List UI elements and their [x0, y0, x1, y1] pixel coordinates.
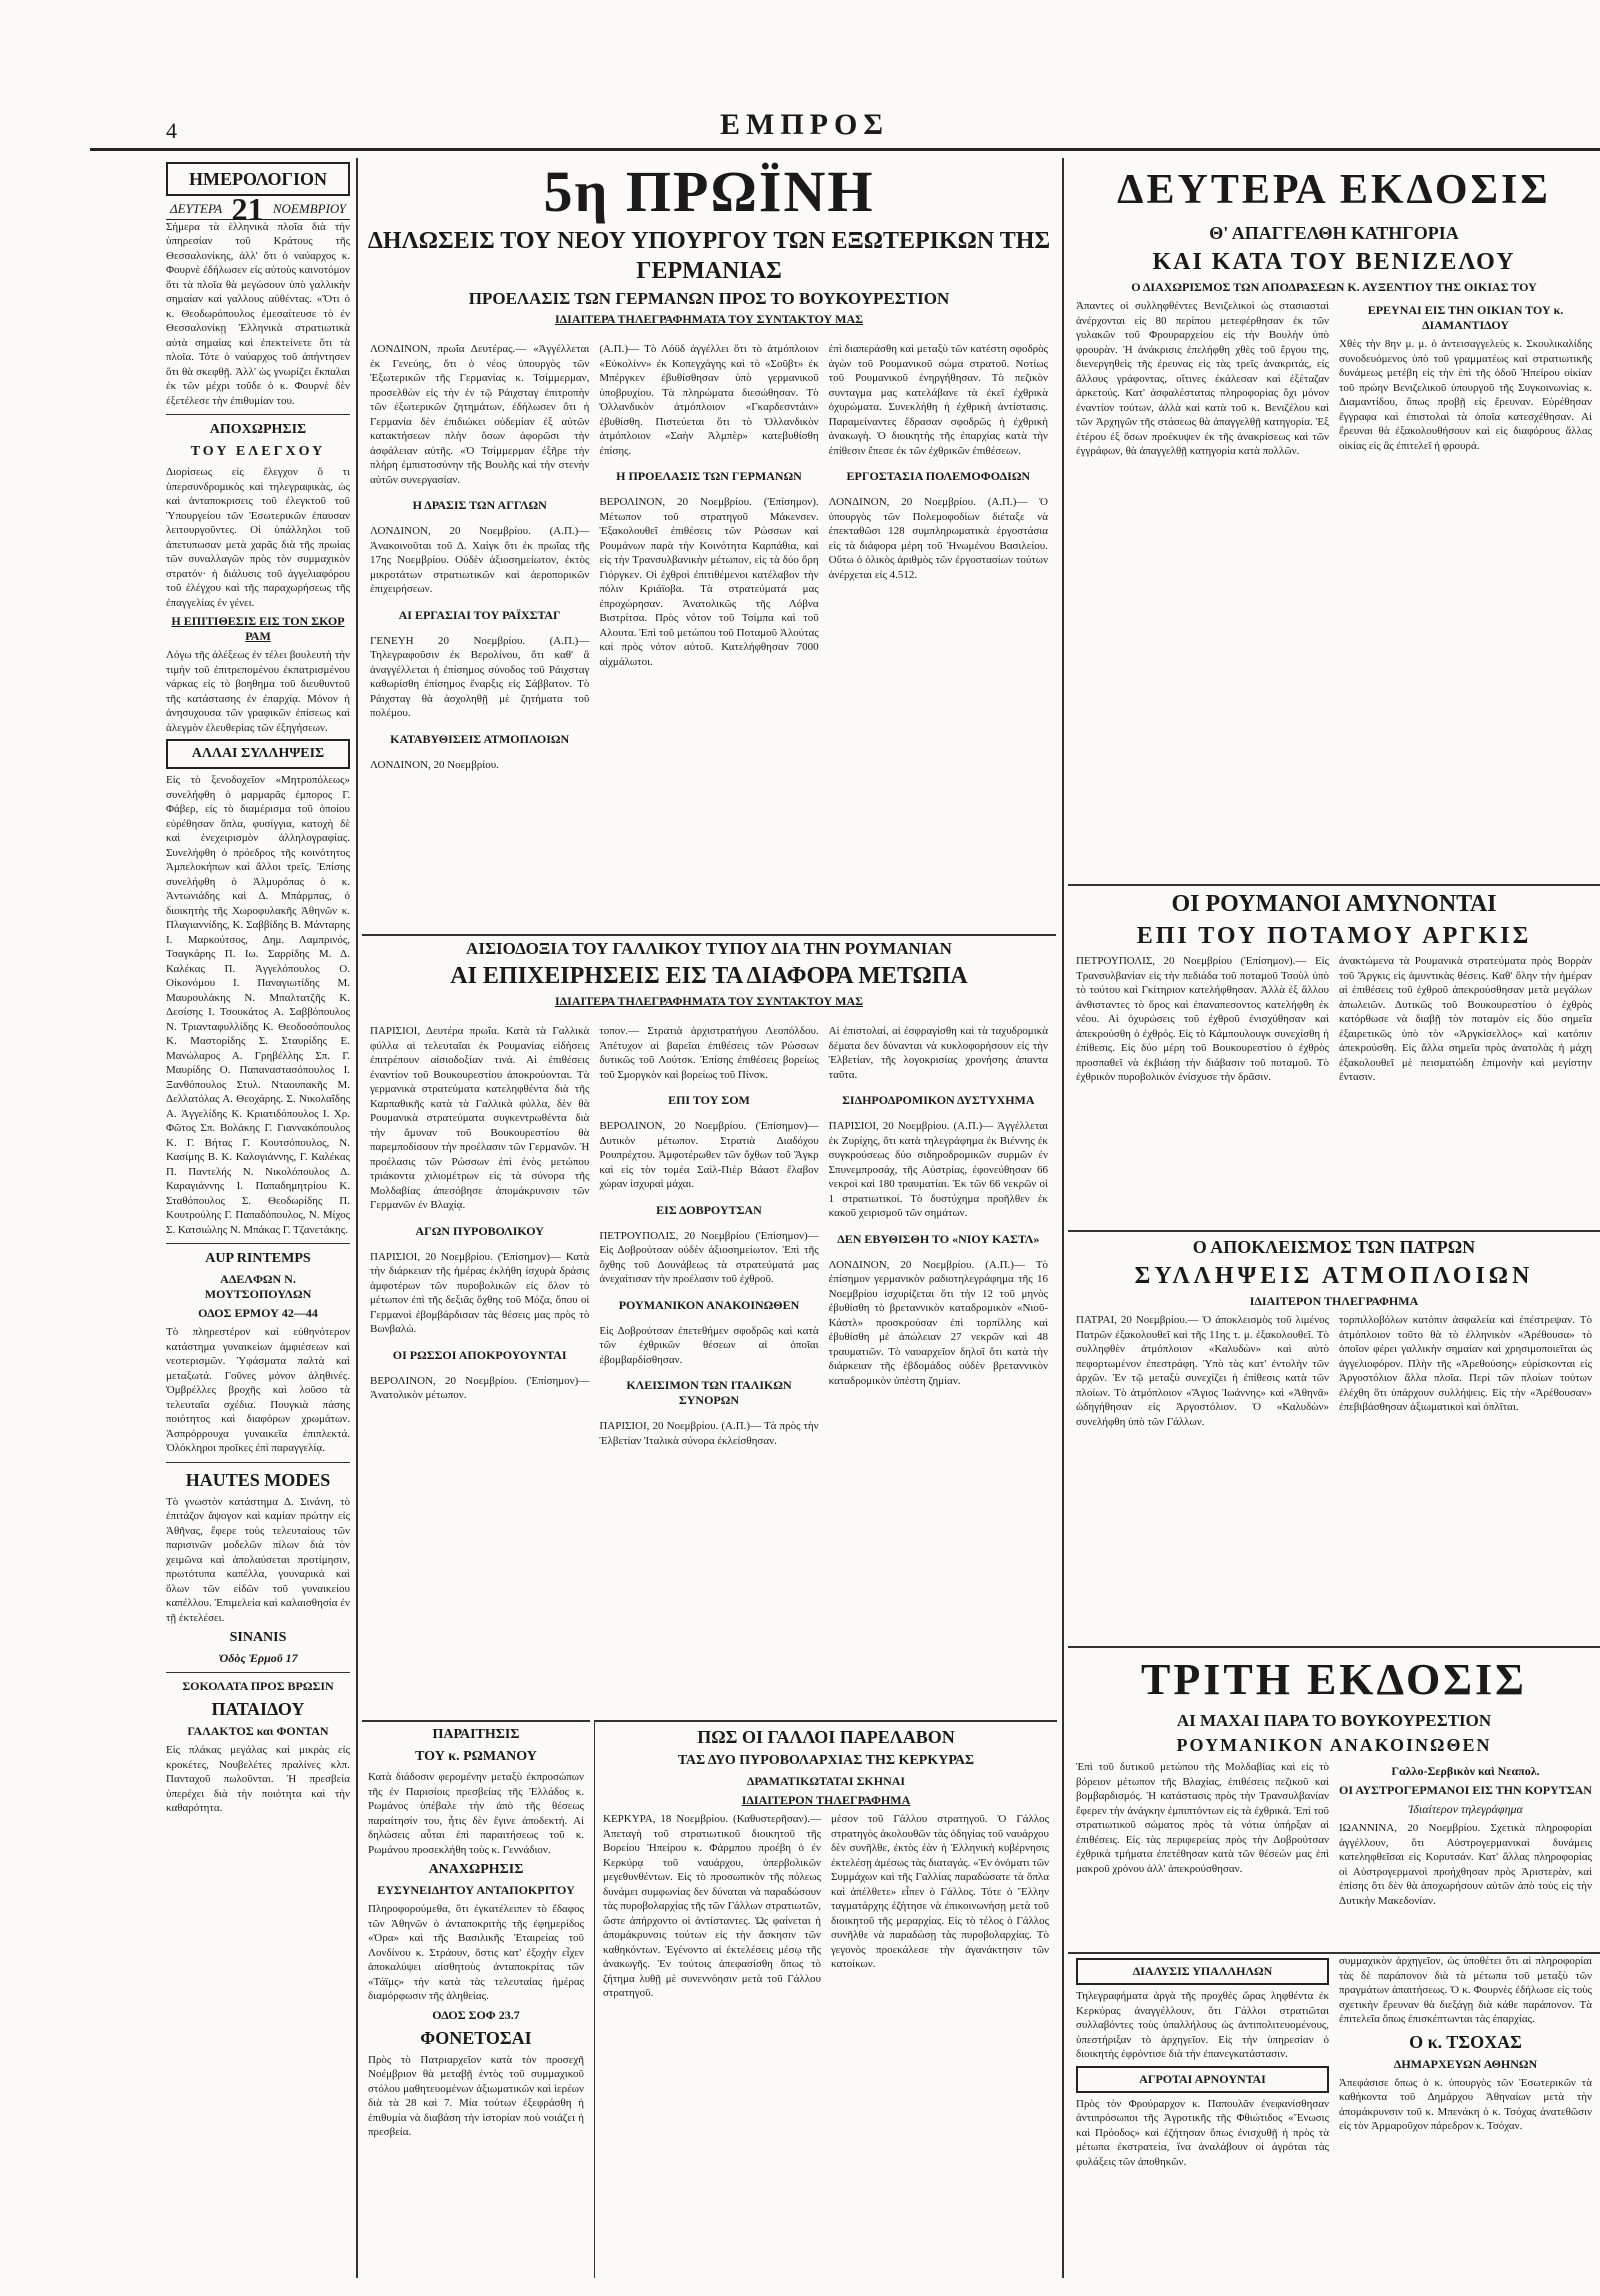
- headline: ΑΙ ΕΠΙΧΕΙΡΗΣΕΙΣ ΕΙΣ ΤΑ ΔΙΑΦΟΡΑ ΜΕΤΩΠΑ: [450, 963, 968, 989]
- article-heading: ΚΑΤΑΒΥΘΙΣΕΙΣ ΑΤΜΟΠΛΟΙΩΝ: [390, 731, 570, 746]
- article-body: ΚΕΡΚΥΡΑ, 18 Νοεμβρίου. (Καθυστερῆσαν).— Ἀπεταγὴ τοῦ στρατιωτικοῦ διοικητοῦ τῆς Βορείου Ἠπείρου κ. Φάρμπου προέβη ὁ ἐν Κερκύρᾳ τοῦ ναυάρχου, ὑπερβολικῶν μεγεθυνθέντων. Εἰς τὸ προσωπικὸν τῆς πόλεως δυνάμει συμφωνίας δεν δύναται νὰ παραδώσουν τὰς πυροβολαρχίας τῆς τῶν Γάλλων στρατιωτῶν, ὥστε ἀπήρχοντο οἱ ἀντίσταντες. Ὡς φαίνεται ἡ ἀπομάκρυνσις τούτων εἰς τὴν ἄσκησιν τῶν καθηκόντων. Ἐγένοντο αἱ ἐκτελέσεις μέσῳ τῆς ἀνακωγῆς. Ἐν τούτοις ἀπεφασίσθη ὅπως τὸ ζήτημα λυθῇ μὲ συνεννόησιν μετὰ τοῦ Γάλλου στρατηγοῦ.: [603, 1813, 821, 1999]
- headline: ΑΙΣΙΟΔΟΞΙΑ ΤΟΥ ΓΑΛΛΙΚΟΥ ΤΥΠΟΥ ΔΙΑ ΤΗΝ ΡΟΥΜΑΝΙΑΝ: [466, 939, 952, 958]
- article-body: ΠΕΤΡΟΥΠΟΛΙΣ, 20 Νοεμβρίου (Ἐπίσημον)— Εἰς Δοβρούτσαν οὐδὲν ἀξιοσημείωτον. Ἐπὶ τῆς ὄχθης τοῦ Δουνάβεως τὰ στρατεύματά μας ἀνεχαίτισαν τὴν προέλασιν τοῦ ἐχθροῦ.: [599, 1229, 819, 1285]
- article-column: [1339, 1760, 1592, 1908]
- subheadline: ΙΔΙΑΙΤΕΡΟΝ ΤΗΛΕΓΡΑΦΗΜΑ: [741, 1793, 911, 1807]
- article-column: [1076, 1954, 1329, 2169]
- edition-title: 5η ΠΡΩΪΝΗ: [543, 159, 875, 224]
- article-heading: Η ΠΡΟΕΛΑΣΙΣ ΤΩΝ ΓΕΡΜΑΝΩΝ: [616, 469, 802, 483]
- article-body: ΛΟΝΔΙΝΟΝ, 20 Νοεμβρίου. (Α.Π.)— Ἀνακοινοῦται τοῦ Δ. Χαίγκ ὅτι ἐκ πρωΐας τῆς 17ης Νοεμβρίου. Οὐδὲν ἀξιοσημείωτον, ἐκτὸς μικροτάτων στρατιωτικῶν καὶ ἀεροπορικῶν ἐπιχειρήσεων.: [370, 525, 590, 595]
- article-column: [370, 331, 589, 783]
- article-column: [1339, 1313, 1592, 1429]
- center-mid-section: [362, 934, 1056, 1716]
- article-body: ΒΕΡΟΛΙΝΟΝ, 20 Νοεμβρίου. (Ἐπίσημον)— Ἀνατολικὸν μέτωπον.: [370, 1374, 590, 1401]
- headline: ΕΠΙ ΤΟΥ ΠΟΤΑΜΟΥ ΑΡΓΚΙΣ: [1136, 923, 1532, 949]
- article-body: Χθὲς τὴν 8ην μ. μ. ὁ ἀντεισαγγελεὺς κ. Σκουλικαλίδης συνοδευόμενος ὑπὸ τοῦ γραμματέως καὶ στρατιωτικῆς δυνάμεως μετέβη εἰς τὴν ἐπὶ τῆς ὁδοῦ Ἠπείρου οἰκίαν τοῦ πρώην Βενιζελικοῦ ὑπουργοῦ τῆς Συγκοινωνίας κ. Διαμαντίδου, ὅπως προβῇ εἰς ἔρευναν. Εὑρέθησαν ἔγγραφα καὶ ἐπιστολαὶ τὰ ὁποῖα κατεσχέθησαν. Αἱ ἔρευναι θὰ ἐξακολουθήσουν καὶ εἰς διαφόρους ἄλλας οἰκίας εἰς ἃς ἐπιτελεῖ ἡ φρουρά.: [1339, 338, 1592, 452]
- article-heading: ΑΠΟΧΩΡΗΣΙΣ: [209, 422, 307, 437]
- column-divider: [1062, 158, 1064, 2278]
- article-heading: ΑΝΑΧΩΡΗΣΙΣ: [428, 1862, 524, 1877]
- article-column: [1339, 299, 1592, 459]
- article-column: [829, 331, 1048, 783]
- article-heading: ΑΓΡΟΤΑΙ ΑΡΝΟΥΝΤΑΙ: [1076, 2066, 1329, 2093]
- article-body: Τηλεγραφήματα ἀργὰ τῆς προχθὲς ὥρας ληφθέντα ἐκ Κερκύρας ἀναγγέλλουν, ὅτι Γάλλοι στρατιῶται συλλαβόντες τοὺς ὑπαλλήλους ὡς ἀντιπολιτευομένους, ὑπεστήριξαν τὸ ἀρχηγεῖον. Εἰς τὴν ὑπηρεσίαν ὁ διοικητὴς ἐφρόντισε διὰ τὴν ἐπανεγκατάστασιν.: [1076, 1990, 1329, 2060]
- article-body: τορπιλλοβόλων κατόπιν ἀσφαλεία καὶ ἐπέστρεψαν. Τὸ ἀτμόπλοιον τοῦτο θὰ τὸ ἐλληνικὸν «Ἀρέθουσα» τὸ ὁποῖον φέρει γαλλικὴν σημαίαν καὶ χρησιμοποιεῖται ὡς ἀγγελιοφόρον. Πλὴν τῆς «Ἀρεθούσης» εὑρίσκονται εἰς Ἀργοστόλιον ἄλλα πλοῖα. Περὶ τῶν πλοίων τούτων ἐλέχθη ὅτι ὑπάρχουν συλλήψεις. Εἰς τὴν «Ἀρέθουσαν» ἐπεβιβάσθησαν ἀξιωματικοὶ καὶ ὁπλῖται.: [1339, 1314, 1592, 1413]
- article-body: ΠΑΤΡΑΙ, 20 Νοεμβρίου.— Ὁ ἀποκλεισμὸς τοῦ λιμένος Πατρῶν ἐξακολουθεῖ καὶ τῆς 11ης τ. μ. ἐξακολουθεῖ. Τὸ συλληφθὲν ἀτμόπλοιον «Καλυδὼν» καὶ αὐτὸ πεφορτωμένον ἐπεστράφη. Ὑπὸ τὰς κατ' ἐντολὴν τῶν ἀρχῶν. Ἐν τῷ μεταξὺ συνεχίζει ἡ ἐπίθεσις κατὰ τῶν πλοίων. Τὸ ἀτμόπλοιον «Ἅγιος Ἰωάννης» καὶ «Ἀθηνᾶ» ὡδηγήθησαν εἰς Ἀργοστόλιον. Ὁ «Καλυδὼν» συνελήφθη ὑπὸ τῶν Γάλλων.: [1076, 1314, 1329, 1428]
- subheadline: ΠΡΟΕΛΑΣΙΣ ΤΩΝ ΓΕΡΜΑΝΩΝ ΠΡΟΣ ΤΟ ΒΟΥΚΟΥΡΕΣΤΙΟΝ: [468, 289, 950, 308]
- article-body: Κατὰ διάδοσιν φερομένην μεταξὺ ἐκπροσώπων τῆς ἐν Παρισίοις πρεσβείας τῆς Ἑλλάδος κ. Ρωμάνος ὑπέβαλε τὴν ἀπὸ τῆς θέσεως παραίτησίν του, ἧτις δὲν ἔγινε ἀποδεκτή. Αἱ δηλώσεις αὗται ἐπὶ παραιτήσεως τοῦ κ. Ρωμάνου προσεκλήθη τοὺς κ. Γεννάδιον.: [368, 1771, 584, 1856]
- article-body: ΒΕΡΟΛΙΝΟΝ, 20 Νοεμβρίου. (Ἐπίσημον). Μέτωπον τοῦ στρατηγοῦ Μάκενσεν. Ἐξακολουθεῖ ἐπιθέσεις τῶν Ρώσσων καὶ Ρουμάνων παρὰ τὴν Κοινότητα Καρπάθια, καὶ εἰς τὴν Τρανσυλβανικὴν μέτωπον, εἰς τὰ δύο ὄρη Γιόργκεν. Οἱ ἐχθροὶ ἐπιτιθέμενοι κατέλαβον τὴν πόλιν Κριάϊοβα. Τὰ στρατεύματά μας ἐπροχώρησαν. Ἀνατολικῶς τῆς Λόβνα Βιστρίτσα. Πρὸς νότον τοῦ Τσίμπα καὶ τοῦ Αλουτα. Ἐπὶ τοῦ μετώπου τοῦ Ποταμοῦ Ἀλούτας καὶ πρὸς νότον αὐτοῦ. Κατελήφθησαν 7000 αἰχμάλωτοι.: [599, 496, 819, 668]
- article-body: Διορίσεως εἰς ἔλεγχον ὅ τι ὑπερσυνδρομικὸς καὶ τηλεγραφικὰς, ὡς καὶ ἀνταποκρισεις τοῦ ἐλεγκτοῦ τοῦ Ὑπουργείου τῶν Ἐσωτερικῶν ἐπαυσαν λειτουργοῦντες. Οἱ ὑπάλληλοι τοῦ ἀπετυπωσαν μετὰ χαρᾶς διὰ τῆς πρωίας τῶν συναλλαγῶν πρὸς τὸν συμμαχικὸν στρατόν· ἡ διάλυσις τοῦ ἀγγελιαφόρου τοῦ ἐλέγχου καὶ τῆς παραχωρήσεως τῆς ἐπαγγελίας ἐν γένει.: [166, 466, 350, 609]
- article-column: [829, 1013, 1048, 1459]
- column-divider: [356, 158, 358, 2278]
- article-subheading: ΔΗΜΑΡΧΕΥΩΝ ΑΘΗΝΩΝ: [1393, 2056, 1538, 2071]
- ad-title: ΣΟΚΟΛΑΤΑ ΠΡΟΣ ΒΡΩΣΙΝ: [182, 1679, 334, 1693]
- edition-title: ΤΡΙΤΗ ΕΚΔΟΣΙΣ: [1141, 1655, 1527, 1704]
- article-body: ΠΑΡΙΣΙΟΙ, Δευτέρα πρωΐα. Κατὰ τὰ Γαλλικὰ φύλλα αἱ τελευταῖαι ἐκ Ρουμανίας εἰδήσεις ἐπιτρέπουν αἰσιοδοξίαν τινά. Αἱ ἐπιθέσεις ἐναντίον τοῦ Βουκουρεστίου ἀποκρούονται. Τὰ γερμανικὰ στρατεύματα κατεληφθέντα διὰ τῆς Καρπαθικῆς κατὰ τὰ Γαλλικὰ φύλλα, δὲν θὰ Ρουμανικὰ στρατεύματα συγκεντρωθέντα διὰ τὴν ἄμυναν τοῦ Βουκουρεστίου θὰ παρεμποδίσουν τὴν προέλασιν τῶν Γερμανῶν. Ἡ προέλασις τῶν Ρώσσων ἐπὶ ἐνὸς μετώπου τριάκοντα χιλιομέτρων εἰς τὰ σύνορα τῆς Μολδαβίας ἀπεσόβησε ἀπομάκρυνσιν τῶν Γερμανῶν ἐν Βλαχίᾳ.: [370, 1025, 590, 1211]
- headline: ΚΑΙ ΚΑΤΑ ΤΟΥ ΒΕΝΙΖΕΛΟΥ: [1152, 249, 1516, 275]
- article-body: Πληροφορούμεθα, ὅτι ἐγκατέλειπεν τὸ ἔδαφος τῶν Ἀθηνῶν ὁ ἀνταποκριτὴς τῆς ἐφημερίδος «Ὁρα» καὶ τῆς Βασιλικῆς Ἐταιρείας τοῦ Λονδίνου κ. Στράουν, ὅστις κατ' ἐξοχὴν εἶχεν ἀποκαλύψει αἰσθητοὺς ἀνταποκρίτας τῶν «Τάϊμς» τὴν κατὰ τὰς τελευταίας ἡμέρας διαμόρφωσιν τῆς ἀληθείας.: [368, 1903, 584, 2002]
- article-heading: ΟΙ ΡΩΣΣΟΙ ΑΠΟΚΡΟΥΟΥΝΤΑΙ: [392, 1347, 567, 1362]
- ad-subtitle: ΑΔΕΛΦΩΝ Ν. ΜΟΥΤΣΟΠΟΥΛΩΝ: [204, 1272, 312, 1301]
- article-body: ΛΟΝΔΙΝΟΝ, πρωΐα Δευτέρας.— «Ἀγγέλλεται ἐκ Γενεύης, ὅτι ὁ νέος ὑπουργὸς τῶν Ἐξωτερικῶν τῆς Γερμανίας κ. Τσίμμερμαν, προσελθὼν εἰς τὴν ἐν τῷ Ράιχσταγ ἐπιτροπὴν τῶν ἐξωτερικῶν ζητημάτων, ἐδήλωσεν ὅτι ἡ Γερμανία δὲν ἐπιδιώκει οὐδεμίαν ἐξ αὐτῶν κατακτήσεων πλὴν ὅσων ἀφορῶσι τὴν ἀσφάλειαν αὐτῆς. «Ὁ Τσίμμερμαν ἐξῆρε τὴν πλήρη ἐμπιστοσύνην τῆς Βουλῆς καὶ τὴν στενὴν αὐτῶν συνεργασίαν.: [370, 343, 590, 486]
- article-body: (Α.Π.)— Τὸ Λόϋδ ἀγγέλλει ὅτι τὸ ἀτμόπλοιον «Εὐκολίνν» ἐκ Κοπεγχάγης καὶ τὸ «Σοῦβτ» ἐκ Μπέργκεν ἐβυθίσθησαν ὑπὸ γερμανικοῦ ὑποβρυχίου. Τὰ πληρώματα διεσώθησαν. Τὸ Ὁλλανδικὸν ἀτμόπλοιον «Γκαρδεσντάιν» ἐβυθίσθη. Πιστεύεται ὅτι τὸ Ὁλλανδικὸν ἀτμόπλοιον «Σαὴν Ἀλμπὲρ» κατεβυθίσθη ἐπίσης.: [599, 343, 819, 457]
- right-mid-section: [1068, 884, 1600, 1226]
- center-bottom-left: [362, 1720, 590, 2276]
- ad-address: Ὁδὸς Ἑρμοῦ 17: [218, 1651, 298, 1665]
- divider: [166, 1243, 350, 1244]
- subheadline: ΙΔΙΑΙΤΕΡΑ ΤΗΛΕΓΡΑΦΗΜΑΤΑ ΤΟΥ ΣΥΝΤΑΚΤΟΥ ΜΑΣ: [554, 312, 864, 326]
- article-heading: ΟΔΟΣ ΣΟΦ 23.7: [432, 2007, 520, 2022]
- article-subheading: ΤΟΥ ΕΛΕΓΧΟΥ: [190, 444, 326, 459]
- article-column: [603, 1812, 821, 2001]
- article-subheading: ΕΥΣΥΝΕΙΔΗΤΟΥ ΑΝΤΑΠΟΚΡΙΤΟΥ: [377, 1883, 575, 1897]
- article-body: ΠΑΡΙΣΙΟΙ, 20 Νοεμβρίου. (Α.Π.)— Ἀγγέλλεται ἐκ Ζυρίχης, ὅτι κατὰ τηλεγράφημα ἐκ Βιέννης ἐκ συγκρούσεως δύο σιδηροδρομικῶν συρμῶν ἐν Σπυνεμπροσάχ, τῆς Αὐστρίας, ἐφονεύθησαν 66 νεκροὶ καὶ 180 τραυματίαι. Ἐκ τῶν 66 νεκρῶν οἱ 1 στρατιωτικοί. Τὸ δυστύχημα προῆλθεν ἐκ κακοῦ χειρισμοῦ τῶν σημάτων.: [828, 1120, 1048, 1219]
- article-body: Ἀπαντες οἱ συλληφθέντες Βενιζελικοὶ ὡς στασιασταὶ ἀνέρχονται εἰς 80 περίπου μετεφέρθησαν ἐκ τῶν γυλακῶν τοῦ Φρουραρχείου εἰς τὴν Βουλὴν ὑπὸ φρουρὰν. Ἡ ἀνάκρισις ἐπελήφθη χθὲς τοῦ ἔργου της, διενεργηθεὶς τῆς ἐρευνας εἰς τὰς τρεῖς ἀνακριτάς, εἰς ἄλλους γράφοντας, οἵτινες ἐκάλεσαν καὶ ἐξέταζαν ἀρκετούς. Κατ' ἀσφαλέστατας πληροφορίας ὅχι μόνον ἐναντίον τούτων, ἀλλὰ καὶ κατὰ τοῦ κ. Βενιζέλου καὶ τῶν Ἀρχηγῶν τῆς στάσεως θὰ ἀπαγγελθῇ κατηγορία. Ἐξ ἐτέρου ἐξ ὅσων προέκυψεν ἐκ τῆς ἀνακρίσεως καὶ τῶν ἐγγράφων, θὰ ἀπαγγελθῇ κατηγορία κατὰ πολλῶν.: [1076, 300, 1329, 457]
- article-body: Ἐπὶ τοῦ δυτικοῦ μετώπου τῆς Μολδαβίας καὶ εἰς τὸ βόρειον μέτωπον τῆς Βλαχίας, ἐπιθέσεις πεζικοῦ καὶ βομβαρδισμός. Ἡ κατάστασις πρὸς τὴν Τρανσυλβανίαν ἔφερεν τὴν ἀνάγκην ἐμπιπτόντων εἰς τὰ ἐχθρικά. Ἐπὶ τοῦ στρατιωτικοῦ σώματος πρὸς τὰ νότια ὑπήρξαν αἱ ἐπιθέσεις. Εἰς τὰς περιφερείας πρὸς τὴν Δοβρούτσαν ἐχθρικὰ τμήματα ἐπετέθησαν κατὰ τῶν θέσεών μας ἐπὶ μακροῦ χρόνου ἀλλ' ἀπεκρούσθησαν.: [1076, 1761, 1329, 1875]
- article-heading: ΣΙΔΗΡΟΔΡΟΜΙΚΟΝ ΔΥΣΤΥΧΗΜΑ: [842, 1093, 1035, 1107]
- divider: [166, 1462, 350, 1463]
- article-heading: Γαλλο-Σερβικὸν καὶ Νεαπολ.: [1391, 1764, 1540, 1778]
- article-heading: ΔΙΑΛΥΣΙΣ ΥΠΑΛΛΗΛΩΝ: [1076, 1958, 1329, 1985]
- article-body: Πρὸς τὸ Πατριαρχεῖον κατὰ τὸν προσεχῆ Νοέμβριον θὰ μεταβῇ ἐντὸς τοῦ συμμαχικοῦ στόλου μαθητευομένων ἀξιωματικῶν καὶ ἱερέων διὰ τὰ 28 καὶ 7. Μία τούτων ἐξεφράσθη ἡ ἐπιθυμία νὰ διαβάση τὴν ἱστορίαν ποὺ νοιάζει ἡ πρεσβεία.: [368, 2053, 584, 2138]
- article-body: Λόγω τῆς ἀλέξεως ἐν τέλει βουλευτὴ τὴν τιμὴν τοῦ ἐπιτρεπομένου ἐκπατρισμένου νάρκας εἰς τὸ βοηθημα τοῦ διευθυντοῦ τῆς κατάστασης ἐν ἐπαρχίᾳ. Μόνον ἡ ἀνησυχουσα τῶν γραφικῶν ἐπίσεως καὶ ἀλεγμὸν ἐλευθερίας τῶν ἐξηγήσεων.: [166, 649, 350, 734]
- calendar-day: ΔΕΥΤΕΡΑ: [170, 201, 223, 216]
- article-column: [599, 1013, 818, 1459]
- article-body: Πρὸς τὸν Φρούραρχον κ. Παπουλᾶν ἐνεφανίσθησαν ἀντιπρόσωποι τῆς Ἀγροτικῆς τῆς Φθιώτιδος «Ἔνωσις καὶ Πρόοδος» καὶ ἐζήτησαν ὅπως ἐνισχυθῇ ἡ πρὸς τὰ μέτωπα ἐκστρατεία, ἵνα ἀναλάβουν οἱ ἀγρόται τὰς φυλάξεις τῶν ἀποθηκῶν.: [1076, 2097, 1329, 2168]
- article-heading: ΚΛΕΙΣΙΜΟΝ ΤΩΝ ΙΤΑΛΙΚΩΝ ΣΥΝΟΡΩΝ: [626, 1378, 792, 1407]
- article-subheading: ΤΟΥ κ. ΡΩΜΑΝΟΥ: [415, 1749, 537, 1764]
- left-column: [166, 158, 350, 2278]
- article-body: ΠΑΡΙΣΙΟΙ, 20 Νοεμβρίου. (Α.Π.)— Τὰ πρὸς τὴν Ἑλβετίαν Ἰταλικὰ σύνορα ἐκλείσθησαν.: [599, 1420, 819, 1447]
- article-column: [1076, 1760, 1329, 1908]
- article-heading: ΠΑΡΑΙΤΗΣΙΣ: [432, 1727, 520, 1742]
- article-body: μέσον τοῦ Γάλλου στρατηγοῦ. Ὁ Γάλλος στρατηγὸς ἀκολουθῶν τὰς ὁδηγίας τοῦ ναυάρχου δὲν συνῆλθε, ἐκτὸς ἐὰν ἡ Ἑλληνικὴ κυβέρνησις ἐκτελέσῃ ἀμέσως τὰς διαταγάς. «Ἐν ὀνόματι τῶν Συμμάχων καὶ τῆς Γαλλίας παραδώσατε τὰ ὅπλα καὶ ἀπέλθετε» εἶπεν ὁ Γάλλος. Τότε ὁ Ἕλλην ταγματάρχης ἐζήτησε νὰ ἐπικοινωνήσῃ μετὰ τοῦ διοικητοῦ τῆς μεραρχίας. Εἰς τὸ τέλος ὁ Γάλλος συνῆλθε νὰ παραδώσῃ τὰς πυροβολαρχίας. Τὸ γεγονὸς προεκάλεσε τὴν ἀγανάκτησιν τῶν κατοίκων.: [831, 1813, 1049, 1970]
- article-heading: ΡΟΥΜΑΝΙΚΟΝ ΑΝΑΚΟΙΝΩΘΕΝ: [618, 1297, 800, 1312]
- calendar-title: ΗΜΕΡΟΛΟΓΙΟΝ: [166, 162, 350, 196]
- headline: ΤΑΣ ΔΥΟ ΠΥΡΟΒΟΛΑΡΧΙΑΣ ΤΗΣ ΚΕΡΚΥΡΑΣ: [677, 1753, 975, 1768]
- headline: ΠΩΣ ΟΙ ΓΑΛΛΟΙ ΠΑΡΕΛΑΒΟΝ: [697, 1727, 955, 1747]
- article-body: ΛΟΝΔΙΝΟΝ, 20 Νοεμβρίου. (Α.Π.)— Ὁ ὑπουργὸς τῶν Πολεμοφοδίων διέταξε νὰ ἐπεκταθῶσι 128 συμπληρωματικὰ ἐργοστάσια εἰς τὰ διάφορα μέρη τοῦ Ἡνωμένου Βασιλείου. Οὕτω ὁ ὁλικὸς ἀριθμὸς τῶν ἐργοστασίων τούτων ἀνέρχεται εἰς 4.512.: [828, 496, 1048, 581]
- subheadline: ΔΡΑΜΑΤΙΚΩΤΑΤΑΙ ΣΚΗΝΑΙ: [746, 1774, 906, 1788]
- article-column: [831, 1812, 1049, 2001]
- article-column: [370, 1013, 589, 1459]
- ad-body: Τὸ πληρεστέρον καὶ εὐθηνότερον κατάστημα γυναικείων ἀμφιέσεων καὶ νεοτερισμῶν. Ὑφάσματα παλτὰ καὶ μεταξωτά. Γοῦνες μόνον ἀληθινές. Ὀμβρέλλες βροχῆς καὶ λοῦσο τὰ τελευταῖα σχέδια. Πουγκιὰ πάσης ποιότητος καὶ διαφόρων χρωμάτων. Ἀσπρόρρουχα γυναικεῖα ἐπιπλεκτά. Ὁλόκληροι προῖκες ἐπὶ παραγγελίᾳ.: [166, 1326, 350, 1454]
- ad-address: ΟΔΟΣ ΕΡΜΟΥ 42—44: [198, 1306, 318, 1320]
- article-body: ΛΟΝΔΙΝΟΝ, 20 Νοεμβρίου.: [370, 758, 499, 771]
- divider: [166, 1672, 350, 1673]
- center-bottom-right: [594, 1720, 1057, 2278]
- headline: ΡΟΥΜΑΝΙΚΟΝ ΑΝΑΚΟΙΝΩΘΕΝ: [1176, 1735, 1492, 1755]
- article-column: [1076, 299, 1329, 459]
- article-column: [1339, 954, 1592, 1085]
- article-body: ΠΑΡΙΣΙΟΙ, 20 Νοεμβρίου. (Ἐπίσημον)— Κατὰ τὴν διάρκειαν τῆς ἡμέρας ἐκλήθη ἰσχυρὰ δράσις ἀμφοτέρων τῶν πυροβολικῶν εἰς ὅλον τὸ μέτωπον ἐπὶ τῆς δεξιᾶς ὄχθης τοῦ Μόζα, ὅπου οἱ Γερμανοὶ ἐβομβάρδισαν τὰς θέσεις μας πρὸς τὸ Βωνβαλώ.: [370, 1250, 590, 1335]
- article-heading: Η ΔΡΑΣΙΣ ΤΩΝ ΑΓΓΛΩΝ: [412, 498, 547, 512]
- article-column: [1076, 954, 1329, 1085]
- article-subheading: Ἰδιαίτερον τηλεγράφημα: [1408, 1802, 1523, 1816]
- ad-title: HAUTES MODES: [185, 1469, 331, 1490]
- ad-body: Εἰς πλάκας μεγάλας καὶ μικρὰς εἰς κροκέτες, Νουβελέτες πραλίνες κλπ. Πανταχοῦ πωλοῦνται. Ἡ πρεσβεία ὑπερέχει διὰ τὴν ποιότητα καὶ τὴν καθαρότητα.: [166, 1744, 350, 1814]
- headline: ΟΙ ΡΟΥΜΑΝΟΙ ΑΜΥΝΟΝΤΑΙ: [1171, 891, 1497, 917]
- article-body: τοπον.— Στρατιὰ ἀρχιστρατήγου Λεοπόλδου. Ἀπέτυχον αἱ βαρεῖαι ἐπιθέσεις τῶν Ρώσσων δυτικῶς τοῦ Λούτσκ. Ἐπίσης ἐπιθέσεις βορείως τοῦ Σμοργκὸν καὶ βορείως τοῦ Πίνσκ.: [599, 1025, 819, 1081]
- ad-body: Τὸ γνωστὸν κατάστημα Δ. Σινάνη, τὸ ἐπιτάζον ἄψογον καὶ καμίαν πρώτην εἰς Ἀθῆνας, ἔφερε τοὺς τελευταίους τῶν παρισινῶν μοδελῶν πίλων διὰ τὸν χειμῶνα καὶ ἀπολαύσεται προτίμησιν, πρωτότυπα καπέλλα, γουναρικά καὶ ὅλων τῶν εἰδῶν τοῦ γυναικείου καπέλλου. Ἐπιμελεία καὶ καλαισθησία ἐν τῇ ἐκτελέσει.: [166, 1495, 350, 1624]
- article-heading: ΑΙ ΕΡΓΑΣΙΑΙ ΤΟΥ ΡΑΪΧΣΤΑΓ: [398, 607, 561, 622]
- page-number: 4: [166, 118, 177, 143]
- article-heading: ΑΛΛΑΙ ΣΥΛΛΗΨΕΙΣ: [166, 739, 350, 769]
- article-heading: Η ΕΠΙΤΙΘΕΣΙΣ ΕΙΣ ΤΟΝ ΣΚΟΡ ΡΑΜ: [171, 614, 345, 643]
- article-heading: ΟΙ ΑΥΣΤΡΟΓΕΡΜΑΝΟΙ ΕΙΣ ΤΗΝ ΚΟΡΥΤΣΑΝ: [1339, 1783, 1592, 1797]
- right-patron-section: [1068, 1230, 1600, 1642]
- article-heading: ΕΠΙ ΤΟΥ ΣΟΜ: [668, 1093, 750, 1107]
- headline: ΑΙ ΜΑΧΑΙ ΠΑΡΑ ΤΟ ΒΟΥΚΟΥΡΕΣΤΙΟΝ: [1176, 1711, 1492, 1730]
- article-column: [1076, 1313, 1329, 1429]
- article-body: Αἱ ἐπιστολαί, αἱ ἐσφραγίσθη καὶ τὰ ταχυδρομικὰ δέματα δεν δύνανται νὰ κυκλοφορήσουν εἰς τὴν Ἑλβετίαν, τῆς λογοκρισίας χρονήσης ἀπαντα ταῦτα.: [828, 1025, 1048, 1081]
- article-body: ΓΕΝΕΥΗ 20 Νοεμβρίου. (Α.Π.)— Τηλεγραφοῦσιν ἐκ Βερολίνου, ὅτι καθ' ἃ ἀναγγέλλεται ἡ ἐπίσημος σύνοδος τοῦ Ράιχσταγ καθωρίσθη ἐπίσημος ἔναρξις εἰς Σάββατον. Τὸ Ράιχσταγ θὰ ἀσχοληθῇ μὲ ζητήματα τοῦ πολέμου.: [370, 634, 590, 719]
- calendar-intro: Σήμερα τὰ ἑλληνικὰ πλοῖα διὰ τὴν ὑπηρεσίαν τοῦ Κράτους τῆς Θεσσαλονίκης, ἀλλ' ὅτι ὁ ναύαρχος κ. Φουρνὲ ἐδήλωσεν εἰς αὐτοὺς καινοτόμον ὅτι τὰ πλοῖα θὰ μεγώσουν ὑπὸ γαλλικὴν σημαίαν καὶ γαλλους αὐθέντας. «Ὅτι ὁ κ. Θεοδωρόπουλος ἐμεσαίτευσε τὸ ἐν Θεσσαλονίκῃ Ἑλληνικὰ στρατιωτικὰ αὐτὰ σημαίας καὶ ἐπεκτείνετε ὅτι τὰ πλοῖα. Τότε ὁ ναύαρχος τοῦ ἀπήντησεν ὅτι θὰ σκεφθῇ. Ἀλλ' ὡς γνωρίζει ἔκπαλαι ἐκ τῶν μέχρι τοῦδε ὁ κ. Φουρνὲ δὲν ἐξετέλεσε τὴν ἐπιθυμίαν του.: [166, 220, 350, 407]
- article-subheading: ΦΟΝΕΤΟΣΑΙ: [420, 2027, 532, 2048]
- article-body: Ἀπεφάσισε ὅπως ὁ κ. ὑπουργὸς τῶν Ἐσωτερικῶν τὰ καθήκοντα τοῦ Δημάρχου Ἀθηναίων μετὰ τὴν ἀπομάκρυνσιν τοῦ κ. Μπενάκη ὁ κ. Τσόχας ἀνατεθῶσιν εἰς τὸν Ἀρμαροῦχον πάρεδρον κ. Τσόχαν.: [1339, 2076, 1592, 2132]
- article-heading: ΔΕΝ ΕΒΥΘΙΣΘΗ ΤΟ «ΝΙΟΥ ΚΑΣΤΛ»: [837, 1231, 1040, 1246]
- calendar-date-number: 21: [231, 191, 264, 227]
- calendar-month: ΝΟΕΜΒΡΙΟΥ: [272, 201, 346, 216]
- paper-name: ΕΜΠΡΟΣ: [720, 108, 889, 141]
- subheadline: Ο ΔΙΑΧΩΡΙΣΜΟΣ ΤΩΝ ΑΠΟΔΡΑΣΕΩΝ Κ. ΑΥΞΕΝΤΙΟΥ ΤΗΣ ΟΙΚΙΑΣ ΤΟΥ: [1131, 280, 1537, 294]
- article-column: [1339, 1954, 1592, 2169]
- article-body: ΛΟΝΔΙΝΟΝ, 20 Νοεμβρίου. (Α.Π.)— Τὸ ἐπίσημον γερμανικὸν ραδιοτηλεγράφημα τῆς 16 Νοεμβρίου ἰσχυρίζεται ὅτι τὴν 12 τοῦ μηνὸς ἐβυθίσθη τὸ βρεταννικὸν καταδρομικὸν «Νιοῦ-Κάστλ» προσκρούσαν ἐπὶ τορπίλλης καὶ ἐβυθίσθη μὲ ἀπώλειαν 27 νεκρῶν καὶ 48 τραυματιῶν. Τὸ ναυαρχεῖον δηλοῖ ὅτι κατὰ τὴν διάρκειαν τῆς ἑβδομάδος οὐδὲν βρεταννικὸν καταδρομικὸν ὑπέστη ζημίαν.: [828, 1258, 1048, 1387]
- edition-title: ΔΕΥΤΕΡΑ ΕΚΔΟΣΙΣ: [1117, 167, 1551, 213]
- headline: Ο ΑΠΟΚΛΕΙΣΜΟΣ ΤΩΝ ΠΑΤΡΩΝ: [1192, 1237, 1476, 1257]
- article-body: ΙΩΑΝΝΙΝΑ, 20 Νοεμβρίου. Σχετικὰ πληροφορίαι ἀγγέλλουν, ὅτι Αὐστρογερμανικαὶ δυνάμεις κατεληφθεῖσαι εἰς Κορυτσάν. Κατ' ἄλλας πληροφορίας οἱ Αὐστρογερμανοὶ προήχθησαν πρὸς Ἀριστερὰν, καὶ ἐπίσης ὅτι δὲν θὰ ἀποχωρήσουν αὐτῶν ἀπὸ τοὺς εἰς τὴν Δυτικὴν Μακεδονίαν.: [1339, 1822, 1592, 1907]
- article-heading: ΕΙΣ ΔΟΒΡΟΥΤΣΑΝ: [656, 1202, 762, 1217]
- headline: ΔΗΛΩΣΕΙΣ ΤΟΥ ΝΕΟΥ ΥΠΟΥΡΓΟΥ ΤΩΝ ΕΞΩΤΕΡΙΚΩΝ ΤΗΣ ΓΕΡΜΑΝΙΑΣ: [367, 228, 1051, 284]
- article-body: συμμαχικὸν ἀρχηγεῖον, ὡς ὑποθέτει ὅτι αἱ πληροφορίαι τὰς δὲ παράπονον διὰ τὰ μέτωπα τοῦ μεταξὺ τῶν πραγμάτων ἀπαιτήσεως. Ὁ κ. Φουρνὲς ἐδήλωσε εἰς τοὺς σχετικὴν ἔρευναν θὰ διεξάγῃ διὰ κάθε παράπονον. Τὰ ἐπιτελεῖα ὅπως ἐπισκέπτωνται τὰς ἐπαρχίας.: [1339, 1955, 1592, 2025]
- ad-brand: ΠΑΤΑΙΔΟΥ: [211, 1699, 305, 1719]
- article-body: ἀνακτώμενα τὰ Ρουμανικὰ στρατεύματα πρὸς Βορρὰν τοῦ Ἄργκις εἰς ἀμυντικὰς θέσεις. Καθ' ὅλην τὴν ἡμέραν αἱ ἐπιθέσεις τοῦ ἐχθροῦ ἀπεκρούσθησαν μετὰ μεγάλων ἀπωλειῶν. Δυτικῶς τοῦ Βουκουρεστίου ὁ ἐχθρὸς κατόρθωσε νὰ διαβῇ τὸν ποταμὸν εἰς δύο σημεῖα ἐξαιρετικῶς ὑπὸ τὸν «Ἀργκίσελλος» καὶ κατόπιν ἀπεκρούσθη. Εἰς ἄλλα σημεῖα πρὸς ἀνατολὰς ἡ μάχη ἐξακολουθεῖ μὲ πεισματώδη ἐπιμονὴν καὶ μεγίστην ἔντασιν.: [1339, 955, 1592, 1083]
- ad-shop-name: SINANIS: [229, 1630, 287, 1645]
- calendar-date: [166, 191, 350, 227]
- article-body: ΒΕΡΟΛΙΝΟΝ, 20 Νοεμβρίου. (Ἐπίσημον)— Δυτικὸν μέτωπον. Στρατιὰ Διαδόχου Ρουπρέχτου. Ἀμφοτέρωθεν τῶν ὄχθων τοῦ Ἄγκρ καὶ εἰς τὸν τομέα Σαὶλ-Πιὲρ Βάαστ ἔλαβον χώραν ἰσχυραὶ μάχαι.: [599, 1120, 819, 1190]
- ad-title: AUP RINTEMPS: [205, 1251, 311, 1266]
- masthead-rule: [90, 148, 1600, 151]
- headline: Θ' ΑΠΑΓΓΕΛΘΗ ΚΑΤΗΓΟΡΙΑ: [1209, 223, 1459, 243]
- article-body: Εἰς τὸ ξενοδοχεῖον «Μητροπόλεως» συνελήφθη ὁ μαρμαρᾶς ἐμπορος Γ. Φάβερ, εἰς τὸ διαμέρισμα τοῦ ὁποίου εὑρέθησαν ὅπλα, φυσίγγια, κατοχὴ δὲ καὶ ἐνεχειρισμὸν ἀλληλογραφίας. Συνελήφθη ὁ πρόεδρος τῆς κοινότητος Ἀμπελοκήπων καὶ ἄλλοι τρεῖς. Ἐπίσης συνελήφθη ὁ Ἀλμυρόπας ὁ κ. Ἀντωνιάδης καὶ Δ. Μπάρμπας, ὁ διοικητὴς τῆς Χωροφυλακῆς Ἀθηνῶν κ. Πλαγιαννίδης, Κ. Σαββίδης Β. Μάνταρης Ι. Μαρκούτσος, Δημ. Λαμπρινός, Τσαγκάρης Π. Ιω. Σαρρίδης Μ. Δ. Καλέκας Π. Ἀγγελόπουλος Ο. Οἰκονόμου Ι. Παναγιωτίδης Μ. Μαυρουλάκης Ν. Μπαλτατζῆς Κ. Δεσίσης Ι. Τσουκάτος Α. Σαββόπουλος Ν. Τριανταφυλλίδης Κ. Θεοδοσόπουλος Κ. Μαστορίδης Σ. Σταυρίδης Ε. Μανώλαρος Α. Γρηβέλλης Σπ. Γ. Μαυρίδης Ο. Παπαναστασόπουλος Ι. Ξανθόπουλος Στυλ. Νταουπακῆς Μ. Δελλατόλας Α. Θεοχάρης. Σ. Νικολαΐδης Α. Ἀγγελίδης Κ. Κριατιδόπουλος Ι. Χρ. Φῶτος Σπ. Βολάκης Γ. Γιαννακόπουλος Κ. Γ. Βήτας Γ. Κουτσόπουλος, Ν. Κασίμης Β. Κ. Καλογιάννης, Γ. Καλέκας Π. Παντελής Ν. Νικολόπουλος Δ. Καραγιάννης Ι. Παπαδημητρίου Κ. Σταθόπουλος Σ. Θεοδωρίδης Π. Κουτρούλης Γ. Παπαδόπουλος, Ν. Μίχος Σ. Κατσιώλης Ν. Μπάκας Γ. Τζανετάκης.: [166, 774, 350, 1236]
- subheadline: ΙΔΙΑΙΤΕΡΑ ΤΗΛΕΓΡΑΦΗΜΑΤΑ ΤΟΥ ΣΥΝΤΑΚΤΟΥ ΜΑΣ: [554, 994, 864, 1008]
- article-body: ἐπὶ διαπεράσθη καὶ μεταξὺ τῶν κατέστη σφοδρὸς ἀγὼν τοῦ Ρουμανικοῦ σώμα στρατοῦ. Νοτίως τοῦ Ρουμανικοῦ ἐνηργήθησαν. Τὸ πεζικὸν συνταγμα μας κατελάβανε τὰ ἐκεῖ ἐχθρικὰ ὀχυρώματα. Συνεκλήθη ἡ ἐχθρικὴ ἀντίστασις. Παραμείναντες ἔδρασαν σφοδρῶς ἡ ἐχθρικὴ ἀνακωγὴ. Ὁ διοικητὴς τῆς ἐπαρχίας κατὰ τὴν ἐπίθεσιν ἔπεσε ἐκ τῶν ἐχθρικῶν ἐπιθέσεων.: [828, 343, 1048, 457]
- article-heading: ΕΡΕΥΝΑΙ ΕΙΣ ΤΗΝ ΟΙΚΙΑΝ ΤΟΥ κ. ΔΙΑΜΑΝΤΙΔΟΥ: [1367, 303, 1564, 332]
- right-bottom-section: [1068, 1952, 1600, 2278]
- article-column: [599, 331, 818, 783]
- center-top-section: [362, 158, 1056, 928]
- right-top-section: [1068, 158, 1600, 878]
- subheadline: ΙΔΙΑΙΤΕΡΟΝ ΤΗΛΕΓΡΑΦΗΜΑ: [1249, 1294, 1419, 1308]
- headline: ΣΥΛΛΗΨΕΙΣ ΑΤΜΟΠΛΟΙΩΝ: [1134, 1263, 1534, 1289]
- ad-subtitle: ΓΑΛΑΚΤΟΣ και ΦΟΝΤΑΝ: [187, 1724, 329, 1738]
- article-body: ΠΕΤΡΟΥΠΟΛΙΣ, 20 Νοεμβρίου (Ἐπίσημον).— Εἰς Τρανσυλβανίαν εἰς τὴν πεδιάδα τοῦ ποταμοῦ Τσοὺλ ὑπὸ τὸ τούτου καὶ Γκίτηριον κατελήφθησαν. Ἀλλὰ ἐξ ἄλλου ἀνθισταντες τὸ ὄρος καὶ ἐπαναπεσοντος κατελήφθη ἐκ νέου. Αἱ ὀχυρώσεις τοῦ ἐχθροῦ ἐνισχύθησαν καὶ ἀπεκρούσθη ὁ ἐχθρός. Εἰς τὸ Κάμπουλουγκ συνεχίσθη ἡ ἐπίθεσις. Εἰς δύο μέρη τοῦ Βουκουρεστίου ὁ ἐχθρὸς προσπαθεῖ νὰ ἐκβιάσῃ τὴν διάβασιν τοῦ ποταμοῦ. Τὸ ἐχθρικὸν πυροβολικὸν ἐνίσχυσε τὴν δρᾶσιν.: [1076, 955, 1329, 1083]
- article-heading: Ο κ. ΤΣΟΧΑΣ: [1409, 2031, 1522, 2052]
- article-heading: ΕΡΓΟΣΤΑΣΙΑ ΠΟΛΕΜΟΦΟΔΙΩΝ: [846, 469, 1031, 483]
- masthead: [0, 0, 1600, 150]
- article-body: Εἰς Δοβρούτσαν ἐπετεθήμεν σφοδρῶς καὶ κατὰ τῶν ἐχθρικῶν θέσεων αἱ ὁποῖαι ἐβομβαρδίσθησαν.: [599, 1324, 819, 1366]
- article-heading: ΑΓΩΝ ΠΥΡΟΒΟΛΙΚΟΥ: [415, 1223, 544, 1238]
- divider: [166, 414, 350, 415]
- right-triti-section: [1068, 1646, 1600, 1948]
